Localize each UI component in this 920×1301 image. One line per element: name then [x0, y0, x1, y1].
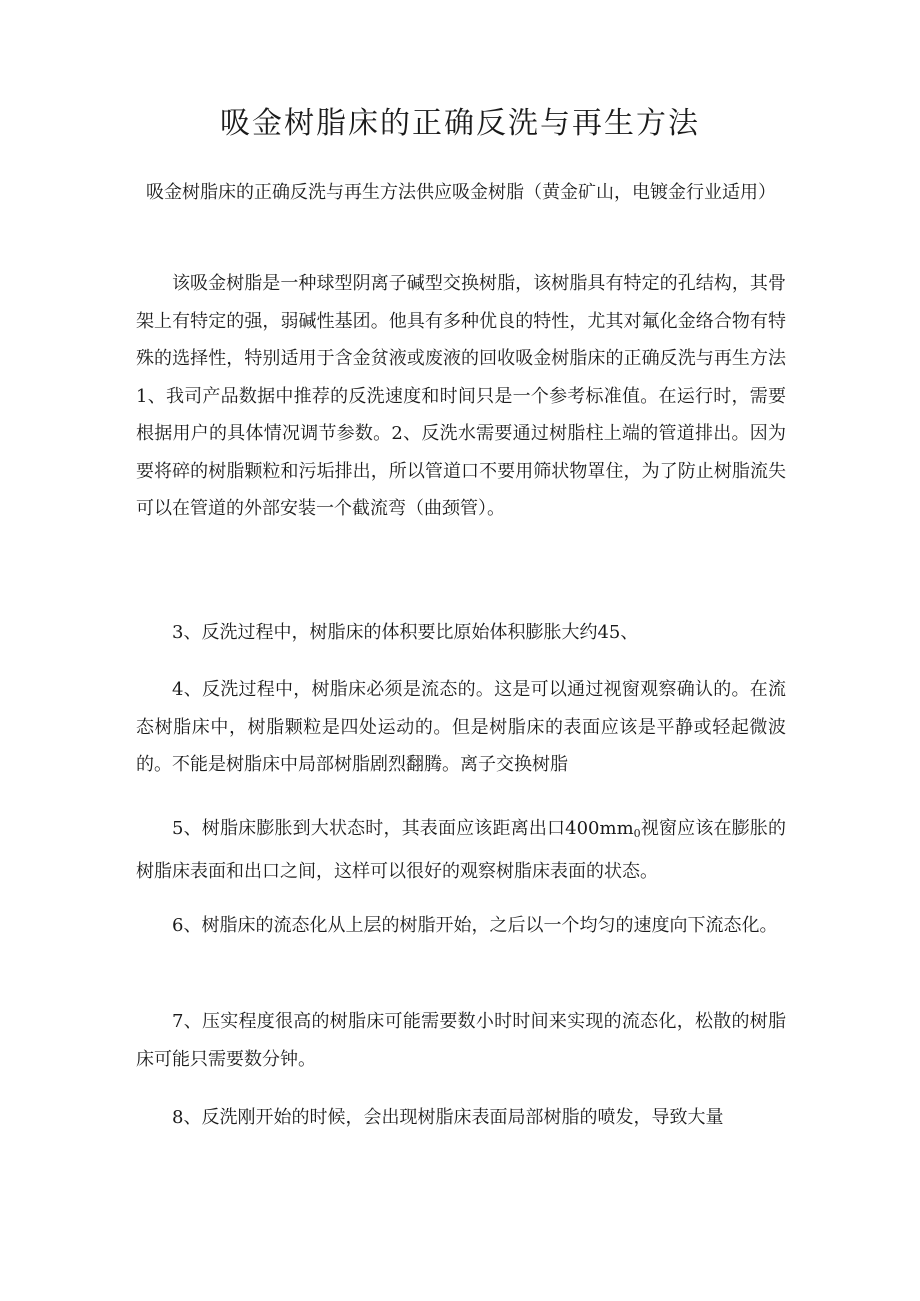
paragraph-step-6: 6、树脂床的流态化从上层的树脂开始，之后以一个均匀的速度向下流态化。 — [172, 915, 778, 936]
paragraph-intro: 该吸金树脂是一种球型阴离子碱型交换树脂，该树脂具有特定的孔结构，其骨架上有特定的强，弱碱性基团。他具有多种优良的特性，尤其对氟化金络合物有特殊的选择性，特别适用于含金贫液或废液的回收吸金树脂床的正确反洗与再生方法1、我司产品数据中推荐的反洗速度和时间只是一个参考标准值。在运行时，需要根据用户的具体情况调节参数。2、反洗水需要通过树脂柱上端的管道排出。因为要将碎的树脂颗粒和污垢排出，所以管道口不要用筛状物罩住，为了防止树脂流失可以在管道的外部安装一个截流弯（曲颈管）。 — [136, 273, 786, 519]
step-5-subscript: 0 — [633, 827, 641, 840]
paragraph-step-8: 8、反洗刚开始的时候，会出现树脂床表面局部树脂的喷发，导致大量 — [172, 1107, 724, 1128]
paragraph-step-5 — [136, 810, 786, 890]
document-title: 吸金树脂床的正确反洗与再生方法 — [220, 106, 700, 141]
step-5-text-end: 视窗应该在膨胀的树脂床表面和出口之间，这样可以很好的观察树脂床表面的状态。 — [136, 818, 787, 882]
paragraph-step-3: 3、反洗过程中，树脂床的体积要比原始体积膨胀大约45、 — [172, 622, 639, 643]
step-5-text-start: 5、树脂床膨胀到大状态时，其表面应该距离出口400mm — [172, 818, 634, 839]
paragraph-step-4: 4、反洗过程中，树脂床必须是流态的。这是可以通过视窗观察确认的。在流态树脂床中，树脂颗粒是四处运动的。但是树脂床的表面应该是平静或轻起微波的。不能是树脂床中局部树脂剧烈翻腾。离子交换树脂 — [136, 679, 786, 775]
document-subtitle: 吸金树脂床的正确反洗与再生方法供应吸金树脂（黄金矿山，电镀金行业适用） — [146, 182, 776, 203]
paragraph-step-7: 7、压实程度很高的树脂床可能需要数小时时间来实现的流态化，松散的树脂床可能只需要数分钟。 — [136, 1011, 786, 1070]
